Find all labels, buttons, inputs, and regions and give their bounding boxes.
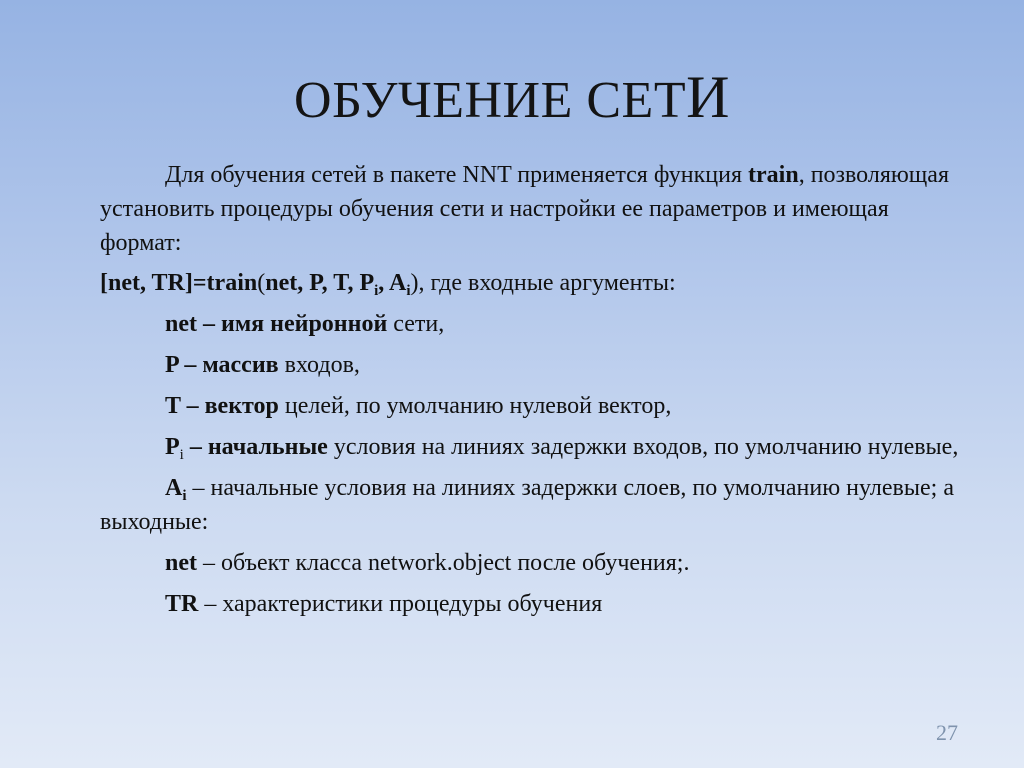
intro-text-part2: , позволяющая установить процедуры обучения сети и настройки ее параметров и имеющая формат:: [100, 162, 949, 256]
function-name-train: train: [748, 162, 799, 188]
intro-text-part1: Для обучения сетей в пакете NNT применяется функция: [165, 162, 749, 188]
input-ai-sub: i: [182, 488, 187, 504]
format-sub-1: i: [374, 283, 379, 299]
intro-paragraph: [100, 158, 960, 260]
input-pi-term: P: [165, 434, 180, 460]
format-line: [100, 266, 960, 300]
input-ai: [100, 471, 960, 539]
input-t-desc: целей, по умолчанию нулевой вектор,: [278, 393, 672, 419]
input-t-term: T – вектор: [165, 393, 279, 419]
input-net-term: net – имя нейронной: [165, 311, 388, 337]
input-p: [100, 348, 960, 382]
format-sub-2: i: [406, 283, 411, 299]
format-args-2: , A: [378, 270, 407, 296]
output-tr-desc: – характеристики процедуры обучения: [198, 591, 603, 617]
output-net-term: net: [165, 550, 197, 576]
input-pi-sub: i: [179, 447, 184, 463]
format-args: net, P, T, P: [265, 270, 375, 296]
input-ai-desc: – начальные условия на линиях задержки слоев, по умолчанию нулевые; а выходные:: [100, 475, 954, 535]
page-number: 27: [936, 720, 958, 745]
input-pi-term2: – начальные: [183, 434, 328, 460]
input-ai-term: A: [165, 475, 183, 501]
input-pi-desc: условия на линиях задержки входов, по умолчанию нулевые,: [327, 434, 959, 460]
input-t: [100, 389, 960, 423]
input-p-term: P – массив: [165, 352, 279, 378]
output-tr-term: TR: [165, 591, 199, 617]
slide-title-last-letter: И: [686, 64, 730, 130]
input-net-desc: сети,: [387, 311, 445, 337]
format-open-paren: (: [257, 270, 266, 296]
input-p-desc: входов,: [278, 352, 360, 378]
input-pi: [100, 430, 960, 464]
slide-body: [100, 158, 960, 621]
input-net: [100, 307, 960, 341]
slide-title-main: ОБУЧЕНИЕ СЕТ: [294, 72, 687, 129]
format-lhs: [net, TR]=train: [100, 270, 258, 296]
output-net: [100, 546, 960, 580]
slide-title: [0, 62, 1024, 136]
format-close-paren: ): [410, 270, 419, 296]
format-tail: , где входные аргументы:: [418, 270, 676, 296]
output-net-desc: – объект класса network.object после обучения;.: [197, 550, 690, 576]
output-tr: [100, 587, 960, 621]
